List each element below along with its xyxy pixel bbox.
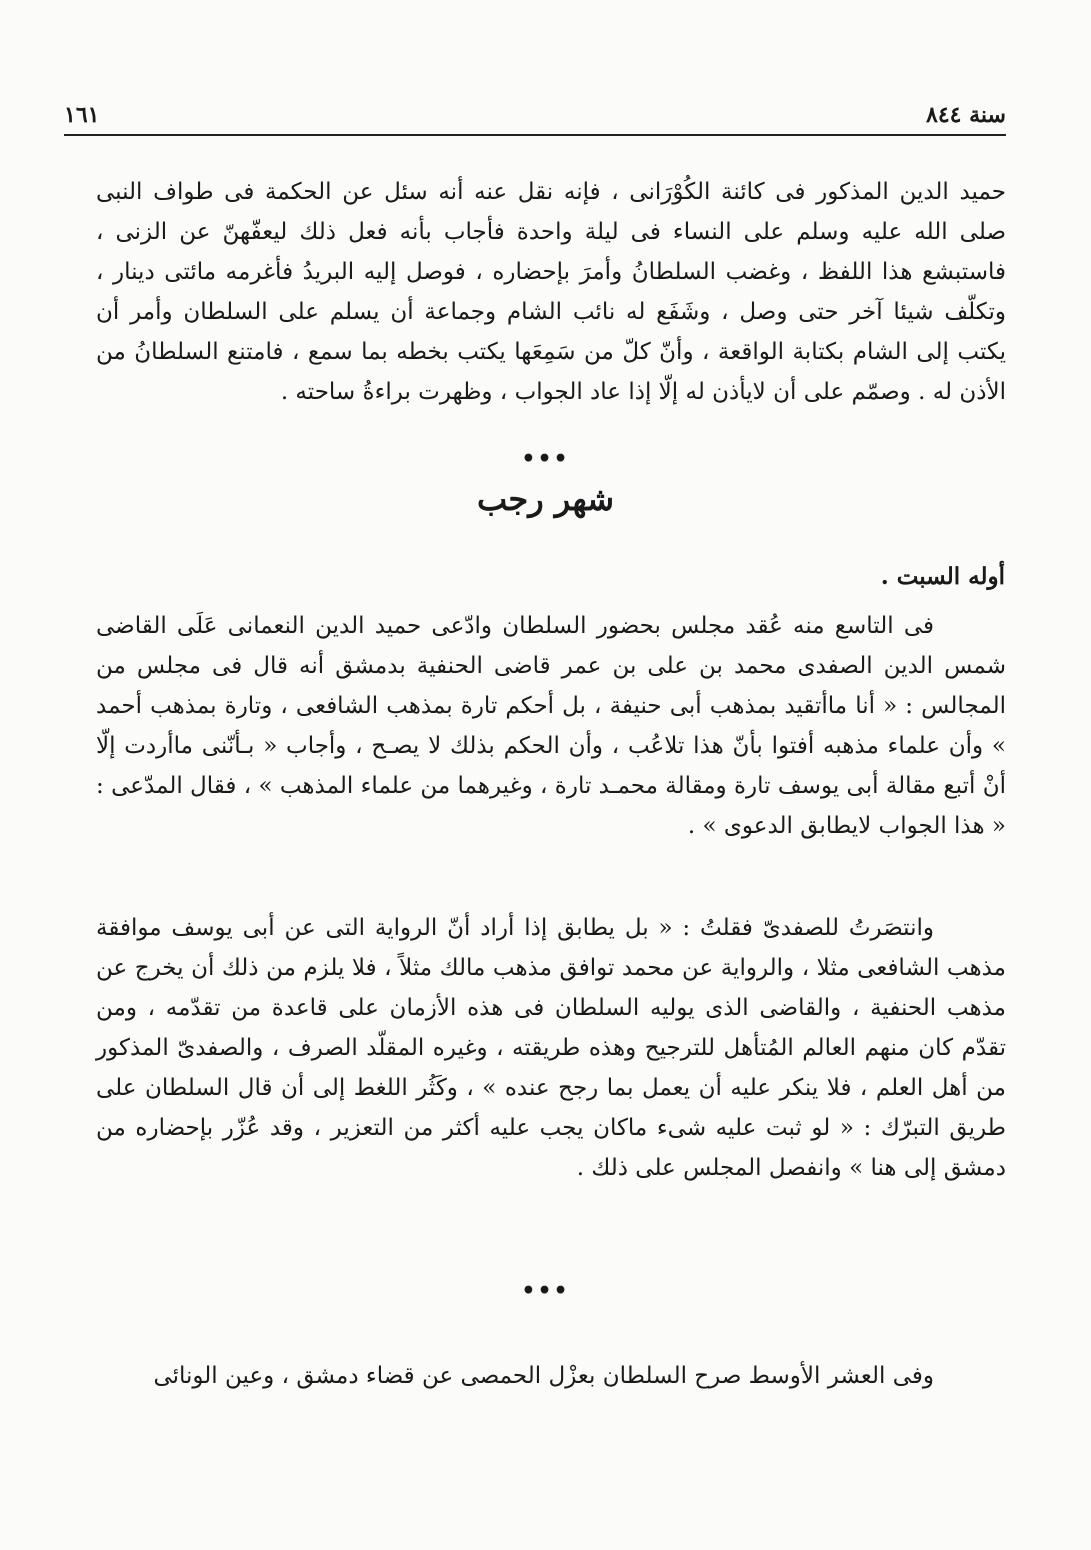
separator-dots: ••• xyxy=(521,446,570,472)
paragraph-3: وانتصَرتُ للصفدىّ فقلتُ : « بل يطابق إذا أراد أنّ الرواية التى عن أبى يوسف موافقة مذهب الشافعى مثلا ، والرواية عن محمد توافق مذهب مالك مثلاً ، فلا يلزم من ذلك أن يخرج عن مذهب الحنفية ، والقاضى الذى يوليه السلطان فى هذه الأزمان على قاعدة من تقدّمه ، ومن تقدّم كان منهم العالم المُتأهل للترجيح وهذه طريقته ، وغيره المقلّد الصرف ، والصفدىّ المذكور من أهل العلم ، فلا ينكر عليه أن يعمل بما رجح عنده » ، وكَثُر اللغط إلى أن قال السلطان على طريق التبرّك : « لو ثبت عليه شىء ماكان يجب عليه أكثر من التعزير ، وقد عُزّر بإحضاره من دمشق إلى هنا » وانفصل المجلس على ذلك . xyxy=(96,915,1006,1181)
section-title: شهر رجب xyxy=(476,480,614,518)
paragraph-2: فى التاسع منه عُقد مجلس بحضور السلطان وادّعى حميد الدين النعمانى عَلَى القاضى شمس الدين الصفدى محمد بن على بن عمر قاضى الحنفية بدمشق أنه قال فى مجلس من المجالس : « أنا ماأتقيد بمذهب أبى حنيفة ، بل أحكم تارة بمذهب الشافعى ، وتارة بمذهب أحمد » وأن علماء مذهبه أفتوا بأنّ هذا تلاعُب ، وأن الحكم بذلك لا يصـح ، وأجاب « بـأنّنى ماأردت إلّا أنْ أتبع مقالة أبى يوسف تارة ومقالة محمـد تارة ، وغيرهما من علماء المذهب » ، فقال المدّعى : « هذا الجواب لايطابق الدعوى » . xyxy=(96,613,1007,839)
paragraph-1: حميد الدين المذكور فى كائنة الكُوْرَانى ، فإنه نقل عنه أنه سئل عن الحكمة فى طواف النبى صلى الله عليه وسلم على النساء فى ليلة واحدة فأجاب بأنه فعل ذلك ليعفّهنّ عن الزنى ، فاستبشع هذا اللفظ ، وغضب السلطانُ وأمرَ بإحضاره ، فوصل إليه البريدُ فأغرمه مائتى دينار ، وتكلّف شيئا آخر حتى وصل ، وشَفَع له نائب الشام وجماعة أن يسلم على السلطان وأمر أن يكتب إلى الشام بكتابة الواقعة ، وأنّ كلّ من سَمِعَها يكتب بخطه بما سمع ، فامتنع السلطانُ من الأذن له . وصمّم على أن لايأذن له إلّا إذا عاد الجواب ، وظهرت براءةُ ساحته . xyxy=(96,179,1006,405)
first-day-line: أوله السبت . xyxy=(880,563,1005,590)
separator-dots: ••• xyxy=(521,1278,570,1304)
running-title: سنة ٨٤٤ xyxy=(926,102,1006,128)
paragraph-4: وفى العشر الأوسط صرح السلطان بعزْل الحمصى عن قضاء دمشق ، وعين الونائى xyxy=(153,1363,934,1389)
page-number: ١٦١ xyxy=(64,102,100,128)
page-header xyxy=(64,94,1006,136)
